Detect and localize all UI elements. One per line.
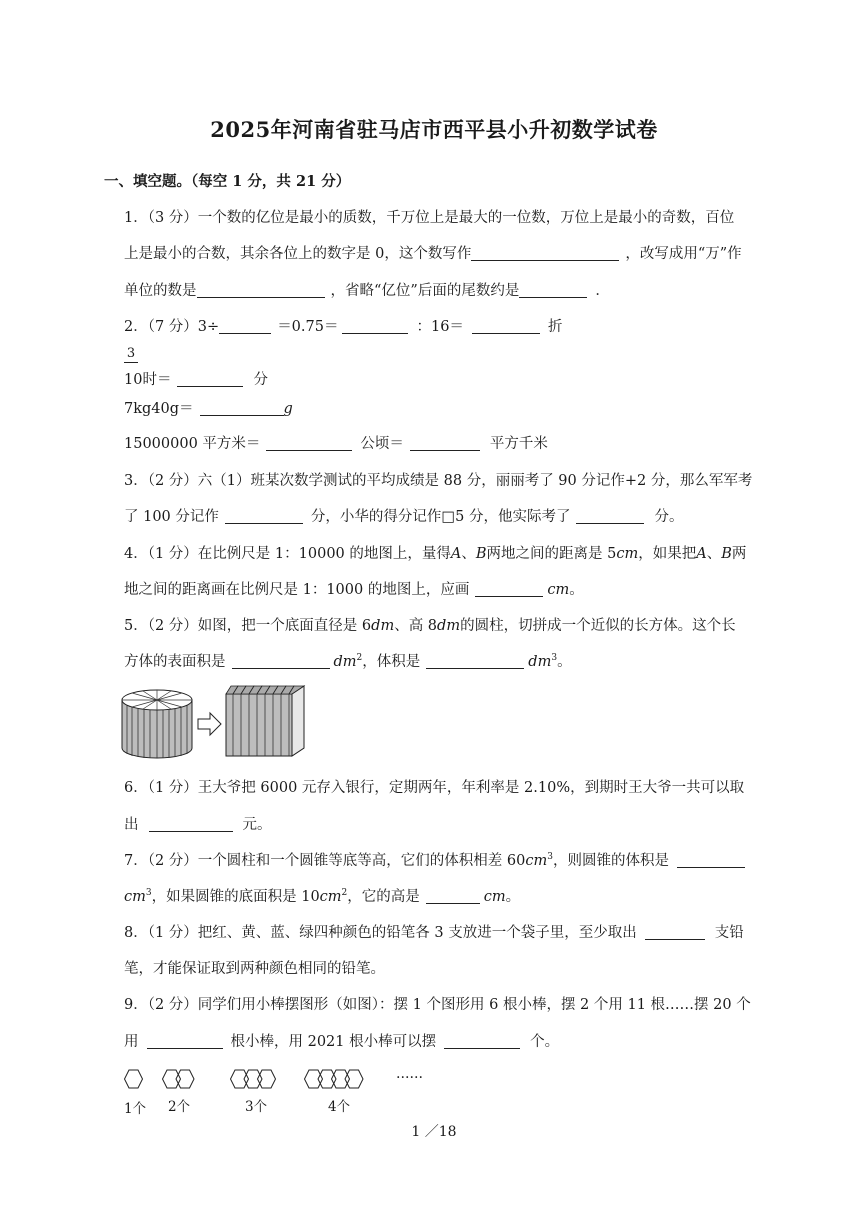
- answer-blank[interactable]: [677, 851, 745, 868]
- hexagon-group-4: [305, 1070, 364, 1088]
- answer-blank[interactable]: [149, 815, 233, 832]
- hexagon-group-3: [231, 1070, 276, 1088]
- question-6-line-2: 出 元。: [124, 817, 272, 833]
- hexagon-label-1: 1个: [124, 1101, 147, 1117]
- page-title: 2025年河南省驻马店市西平县小升初数学试卷: [210, 117, 658, 142]
- fraction-numerator: 3: [124, 346, 138, 363]
- answer-blank[interactable]: [472, 317, 540, 334]
- question-1-line-1: 1．（3 分）一个数的亿位是最小的质数，千万位上是最大的一位数，万位上是最小的奇数，百位: [124, 210, 735, 226]
- question-3-line-2: 了 100 分记作 分，小华的得分记作□5 分，他实际考了 分。: [124, 509, 684, 525]
- cylinder-to-cuboid-figure: [118, 682, 323, 760]
- answer-blank[interactable]: [200, 399, 284, 416]
- hexagon-group-1: [125, 1070, 143, 1088]
- hexagon-label-2: 2个: [168, 1099, 191, 1115]
- page-number: 1 ／18: [411, 1124, 457, 1140]
- question-7-line-1: 7．（2 分）一个圆柱和一个圆锥等底等高，它们的体积相差 $60cm^3$，则圆锥的体积是: [124, 850, 745, 872]
- arrow-icon: [198, 713, 221, 735]
- hexagon-group-2: [163, 1070, 195, 1088]
- hexagon-pattern-figure: [120, 1066, 380, 1092]
- question-8-line-1: 8．（1 分）把红、黄、蓝、绿四种颜色的铅笔各 3 支放进一个袋子里，至少取出 支铅: [124, 925, 744, 941]
- hexagon-label-3: 3个: [245, 1099, 268, 1115]
- section-heading: 一、填空题。（每空 1 分，共 21 分）: [104, 173, 351, 190]
- answer-blank[interactable]: [225, 507, 303, 524]
- hexagon-label-4: 4个: [328, 1099, 351, 1115]
- answer-blank[interactable]: [519, 281, 587, 298]
- answer-blank[interactable]: [576, 507, 644, 524]
- question-3-line-1: 3．（2 分）六（1）班某次数学测试的平均成绩是 88 分，丽丽考了 90 分记作+2 分，那么军军考: [124, 473, 753, 489]
- cylinder-illustration: [122, 690, 192, 758]
- answer-blank[interactable]: [410, 434, 480, 451]
- question-2-line-4: 15000000 平方米＝ 公顷＝ 平方千米: [124, 436, 548, 452]
- answer-blank[interactable]: [147, 1032, 223, 1049]
- question-7-line-2: $cm^3$，如果圆锥的底面积是 $10cm^2$，它的高是 cm。: [124, 888, 521, 905]
- answer-blank[interactable]: [266, 434, 352, 451]
- answer-blank[interactable]: [426, 887, 480, 904]
- question-1-line-3: 单位的数是 ，省略“亿位”后面的尾数约是 ．: [124, 283, 610, 299]
- question-6-line-1: 6．（1 分）王大爷把 6000 元存入银行，定期两年，年利率是 2.10%，到期时王大爷一共可以取: [124, 780, 745, 796]
- question-9-line-1: 9．（2 分）同学们用小棒摆图形（如图）：摆 1 个图形用 6 根小棒，摆 2 个用 11 根……摆 20 个: [124, 997, 751, 1013]
- answer-blank[interactable]: [426, 652, 524, 669]
- question-9-line-2: 用 根小棒，用 2021 根小棒可以摆 个。: [124, 1034, 560, 1050]
- question-2-line-2: 10时＝ 分: [124, 372, 268, 388]
- answer-blank[interactable]: [219, 317, 271, 334]
- ellipsis-dots: ……: [396, 1066, 423, 1082]
- question-8-line-2: 笔，才能保证取到两种颜色相同的铅笔。: [124, 961, 385, 977]
- question-2-line-3: 7kg40g＝ g: [124, 401, 293, 417]
- question-4-line-1: 4．（1 分）在比例尺是 1：10000 的地图上，量得A、B两地之间的距离是 5cm，如果把A、B两: [124, 546, 747, 562]
- question-4-line-2: 地之间的距离画在比例尺是 1：1000 的地图上，应画 cm。: [124, 582, 584, 598]
- answer-blank[interactable]: [475, 580, 543, 597]
- question-5-line-1: 5．（2 分）如图，把一个底面直径是 6dm、高 8dm的圆柱，切拼成一个近似的长方体。这个长: [124, 618, 736, 634]
- answer-blank[interactable]: [197, 281, 325, 298]
- answer-blank[interactable]: [645, 923, 705, 940]
- answer-blank[interactable]: [471, 244, 619, 261]
- answer-blank[interactable]: [444, 1032, 520, 1049]
- question-5-line-2: 方体的表面积是 $dm^2$，体积是 $dm^3$。: [124, 653, 572, 670]
- answer-blank[interactable]: [342, 317, 408, 334]
- answer-blank[interactable]: [232, 652, 330, 669]
- answer-blank[interactable]: [177, 370, 243, 387]
- question-2-line-1: 2．（7 分）3÷ ＝0.75＝ ：16＝ 折: [124, 319, 563, 335]
- question-1-line-2: 上是最小的合数，其余各位上的数字是 0，这个数写作 ，改写成用“万”作: [124, 246, 742, 262]
- cuboid-illustration: [226, 686, 304, 756]
